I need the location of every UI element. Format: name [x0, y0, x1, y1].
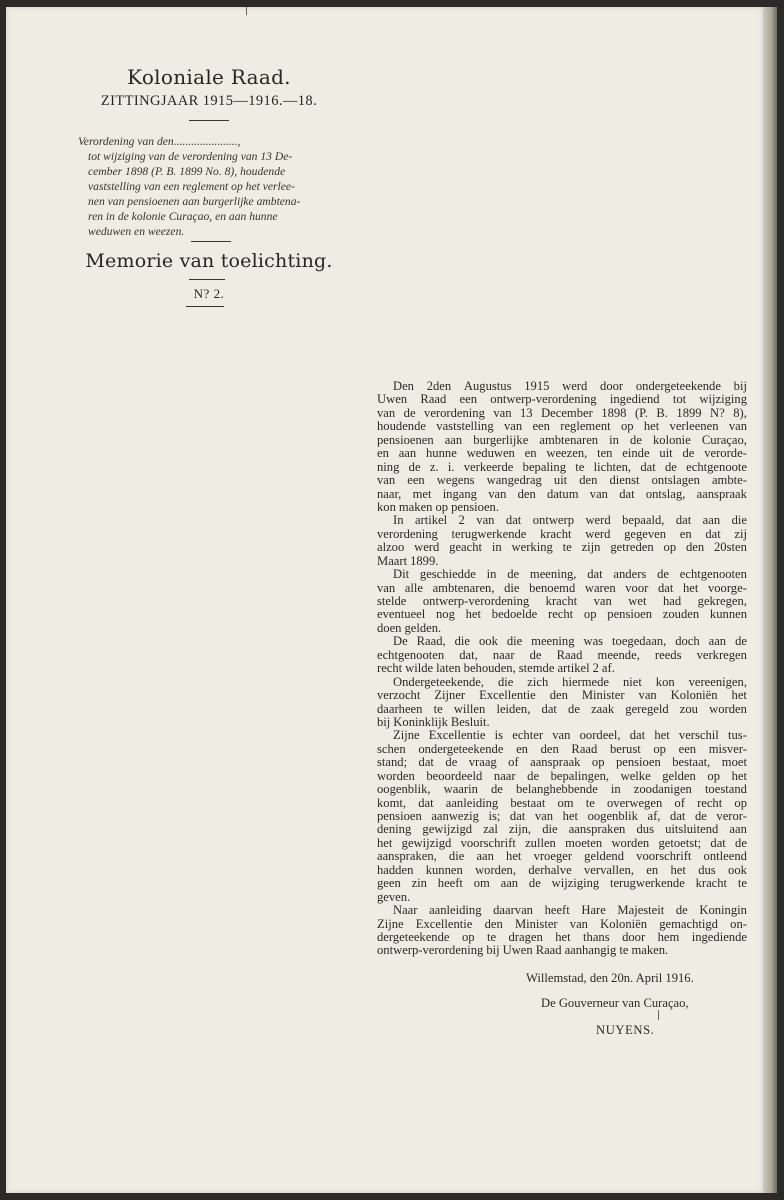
- ordinance-line: ren in de kolonie Curaçao, en aan hunne: [88, 210, 278, 223]
- signature-name: NUYENS.: [596, 1023, 655, 1037]
- body-line: van alle ambtenaren, die benoemd waren voor dat het voorge-: [377, 580, 747, 595]
- signature-place-date: Willemstad, den 20n. April 1916.: [526, 971, 694, 985]
- body-line: verzocht Zijner Excellentie den Minister van Koloniën het: [377, 688, 747, 703]
- body-line: komt, dat aanleiding bestaat om te overwegen of recht op: [377, 795, 747, 810]
- body-line: Maart 1899.: [377, 553, 439, 568]
- council-title: Koloniale Raad.: [127, 65, 291, 89]
- body-line: dergeteekende op te dragen het thans door hem ingediende: [377, 929, 747, 944]
- body-line: recht wilde laten behouden, stemde artikel 2 af.: [377, 661, 615, 676]
- body-line: bij Koninklijk Besluit.: [377, 714, 490, 729]
- body-line: houdende vaststelling van een reglement op het verleenen van: [377, 419, 747, 434]
- ordinance-line: weduwen en weezen.: [88, 225, 185, 238]
- number-divider-bottom: [186, 306, 224, 307]
- number-divider-top: [189, 279, 225, 280]
- body-line: Zijne Excellentie den Minister van Koloniën gemachtigd on-: [377, 916, 747, 931]
- document-page: [6, 7, 763, 1193]
- body-line: stelde ontwerp-verordening kracht van wet had gekregen,: [377, 594, 747, 608]
- ordinance-line: cember 1898 (P. B. 1899 No. 8), houdende: [88, 165, 286, 178]
- body-line: In artikel 2 van dat ontwerp werd bepaald, dat aan die: [393, 513, 747, 528]
- body-line: ontwerp-verordening bij Uwen Raad aanhangig te maken.: [377, 943, 669, 958]
- body-line: oogenblik, waarin de belanghebbende in zoodanigen toestand: [377, 782, 747, 797]
- body-line: kon maken op pensioen.: [377, 499, 499, 514]
- body-line: stand; dat de vraag of aanspraak op pensioen bestaat, moet: [377, 755, 747, 770]
- body-line: schen ondergeteekende en den Raad berust op een misver-: [377, 741, 747, 756]
- body-line: Dit geschiedde in de meening, dat anders de echtgenooten: [393, 567, 747, 582]
- body-line: verordening terugwerkende kracht werd gegeven en dat zij: [377, 526, 747, 541]
- header-divider: [189, 120, 229, 121]
- body-line: doen gelden.: [377, 620, 442, 635]
- explanatory-body: [377, 380, 747, 958]
- body-line: ning de z. i. verkeerde bepaling te lichten, dat de echtgenoote: [377, 459, 747, 474]
- body-line: van een wegens wangedrag uit den dienst ontslagen ambte-: [377, 473, 747, 488]
- signature-title: De Gouverneur van Curaçao,: [541, 996, 689, 1010]
- document-header: [70, 65, 348, 121]
- ordinance-line: tot wijziging van de verordening van 13 De-: [88, 150, 293, 163]
- body-line: het gewijzigd voorschrift zullen moeten worden getoetst; dat de: [377, 835, 747, 850]
- body-line: aanspraken, die aan het vroeger geldend voorschrift ontleend: [377, 849, 747, 864]
- body-line: alzoo werd geacht in werking te zijn getreden op den 20sten: [377, 540, 747, 555]
- ordinance-line: Verordening van den......................,: [78, 135, 241, 148]
- memorie-title: Memorie van toelichting.: [85, 250, 333, 272]
- body-line: daarheen te willen leiden, dat de zaak geregeld zou worden: [377, 701, 747, 716]
- body-line: hadden kunnen worden, derhalve vervallen, en het dus ook: [377, 862, 747, 877]
- body-line: pensioen aanwezig is; dat van het oogenblik af, dat de veror-: [377, 809, 747, 823]
- body-line: van de verordening van 13 December 1898 (P. B. 1899 N? 8),: [377, 405, 747, 420]
- body-line: Zijne Excellentie is echter van oordeel, dat het verschil tus-: [393, 728, 747, 743]
- ordinance-description: [78, 134, 340, 239]
- body-line: De Raad, die ook die meening was toegedaan, doch aan de: [393, 634, 747, 649]
- body-line: Naar aanleiding daarvan heeft Hare Majesteit de Koningin: [393, 903, 747, 918]
- body-line: worden beoordeeld naar de bepalingen, welke gelden op het: [377, 768, 747, 783]
- body-line: eventueel nog het bedoelde recht op pensioen zouden kunnen: [377, 607, 747, 622]
- body-line: dening gewijzigd zal zijn, die aanspraken dus uitsluitend aan: [377, 822, 747, 837]
- body-line: geen zin heeft om aan de wijziging terugwerkende kracht te: [377, 876, 747, 891]
- body-line: en aan hunne weduwen en weezen, ten einde uit de verorde-: [377, 446, 747, 461]
- body-line: Ondergeteekende, die zich hiermede niet kon vereenigen,: [393, 674, 747, 689]
- ordinance-line: nen van pensioenen aan burgerlijke ambtena-: [88, 195, 301, 208]
- ordinance-line: vaststelling van een reglement op het verlee-: [88, 180, 295, 193]
- body-line: Uwen Raad een ontwerp-verordening ingediend tot wijziging: [377, 392, 747, 407]
- body-line: pensioenen aan burgerlijke ambtenaren in de kolonie Curaçao,: [377, 432, 747, 447]
- body-line: echtgenooten dat, naar de Raad meende, reeds verkregen: [377, 647, 747, 662]
- body-line: naar, met ingang van den datum van dat ontslag, aanspraak: [377, 486, 747, 501]
- session-label: ZITTINGJAAR 1915—1916.—18.: [100, 93, 318, 109]
- page-edge: [763, 7, 777, 1193]
- body-line: Den 2den Augustus 1915 werd door ondergeteekende bij: [393, 379, 747, 393]
- margin-mark: [658, 1010, 659, 1020]
- body-line: geven.: [377, 889, 411, 904]
- section-divider: [191, 241, 231, 242]
- fold-mark: [246, 7, 247, 15]
- document-number: N? 2.: [193, 286, 225, 301]
